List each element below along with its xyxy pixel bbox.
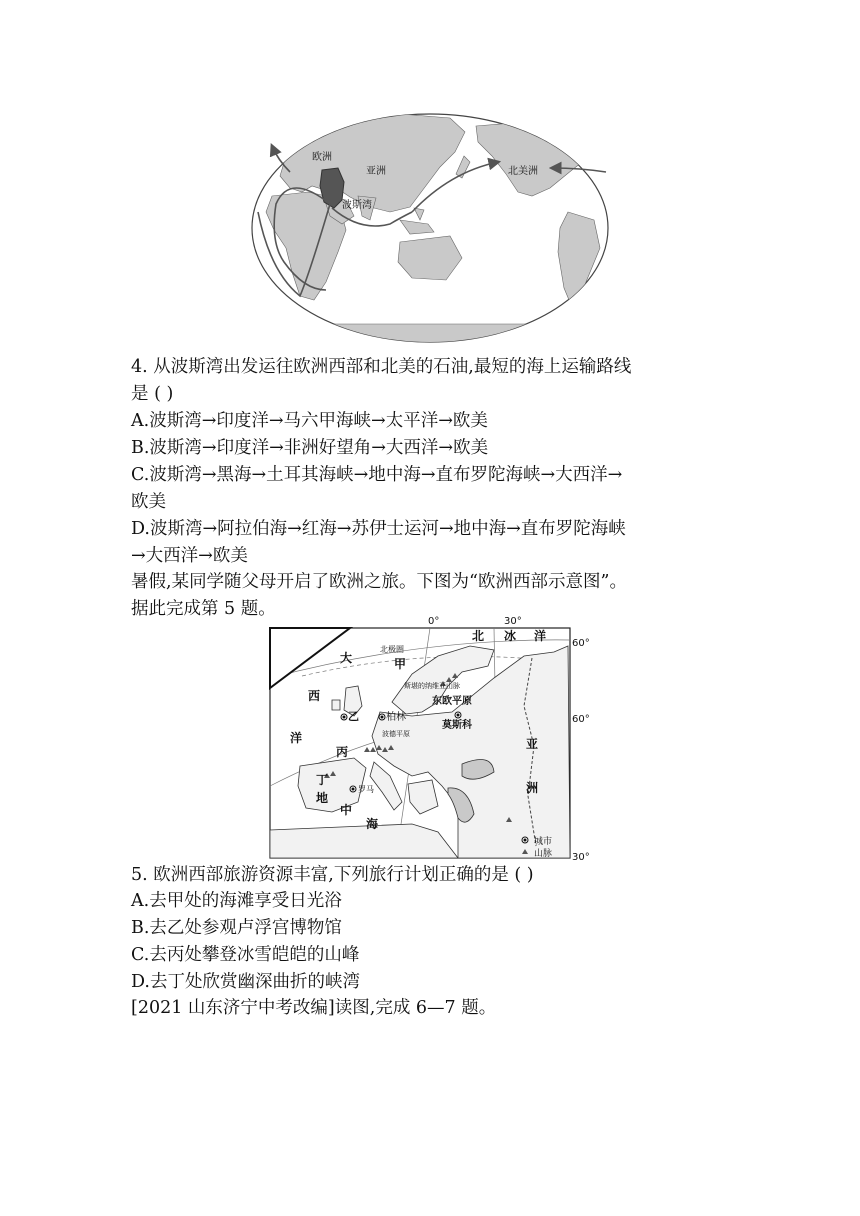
q4-stem-line2: 是 ( ) xyxy=(131,384,174,404)
label-atlantic-1: 大 xyxy=(340,651,353,665)
western-europe-map xyxy=(262,616,602,864)
q5-stem: 5. 欧洲西部旅游资源丰富,下列旅行计划正确的是 ( ) xyxy=(131,865,534,885)
label-yi: 乙 xyxy=(348,710,359,723)
label-arctic-ocean-2: 冰 xyxy=(504,629,517,643)
label-arctic-ocean-3: 洋 xyxy=(534,629,547,643)
q4-stem-line1: 4. 从波斯湾出发运往欧洲西部和北美的石油,最短的海上运输路线 xyxy=(131,357,632,377)
next-question-intro: [2021 山东济宁中考改编]读图,完成 6—7 题。 xyxy=(131,998,497,1018)
q4-option-a: A.波斯湾→印度洋→马六甲海峡→太平洋→欧美 xyxy=(131,411,488,431)
q5-option-d: D.去丁处欣赏幽深曲折的峡湾 xyxy=(131,972,360,992)
label-north-america: 北美洲 xyxy=(508,166,538,177)
q4-option-b: B.波斯湾→印度洋→非洲好望角→大西洋→欧美 xyxy=(131,438,489,458)
label-polish-plain: 波德平原 xyxy=(382,730,410,738)
q5-option-c: C.去丙处攀登冰雪皑皑的山峰 xyxy=(131,945,360,965)
label-jia: 甲 xyxy=(394,657,407,671)
label-med-2: 海 xyxy=(366,817,379,831)
legend-city: 城市 xyxy=(534,837,553,847)
label-lat-60-mid: 60° xyxy=(572,714,590,725)
q4-option-c-line2: 欧美 xyxy=(131,492,166,512)
label-med-1: 中 xyxy=(340,803,353,817)
label-lon-30: 30° xyxy=(504,616,522,627)
label-ding-1: 丁 xyxy=(316,773,329,787)
intro-line2: 据此完成第 5 题。 xyxy=(131,599,276,619)
label-berlin: 柏林 xyxy=(386,712,406,723)
label-asia-2: 洲 xyxy=(526,781,539,795)
q5-option-b: B.去乙处参观卢浮宫博物馆 xyxy=(131,918,342,938)
label-europe: 欧洲 xyxy=(312,152,332,163)
label-arctic-circle: 北极圈 xyxy=(380,645,404,654)
intro-line1: 暑假,某同学随父母开启了欧洲之旅。下图为“欧洲西部示意图”。 xyxy=(131,572,627,592)
label-persian-gulf: 波斯湾 xyxy=(342,200,372,211)
label-atlantic-2: 西 xyxy=(308,689,321,703)
label-ding-2: 地 xyxy=(316,791,329,805)
world-oil-route-map xyxy=(250,112,610,344)
label-rome: 罗马 xyxy=(358,785,374,794)
q4-option-c-line1: C.波斯湾→黑海→土耳其海峡→地中海→直布罗陀海峡→大西洋→ xyxy=(131,465,623,485)
label-scandinavian-mountains: 斯堪的纳维亚山脉 xyxy=(404,682,460,690)
label-bing: 丙 xyxy=(336,745,349,759)
label-moscow: 莫斯科 xyxy=(442,720,472,731)
label-lon-0: 0° xyxy=(428,616,440,627)
q4-option-d-line2: →大西洋→欧美 xyxy=(131,546,248,566)
legend-mountain: 山脉 xyxy=(534,849,553,859)
label-arctic-ocean-1: 北 xyxy=(472,629,485,643)
q4-option-d-line1: D.波斯湾→阿拉伯海→红海→苏伊士运河→地中海→直布罗陀海峡 xyxy=(131,519,626,539)
label-asia-1: 亚 xyxy=(526,737,539,751)
label-atlantic-3: 洋 xyxy=(290,731,303,745)
label-east-european-plain: 东欧平原 xyxy=(432,696,472,707)
label-lat-30: 30° xyxy=(572,852,590,863)
label-lat-60-top: 60° xyxy=(572,638,590,649)
label-asia: 亚洲 xyxy=(366,166,386,177)
q5-option-a: A.去甲处的海滩享受日光浴 xyxy=(131,891,342,911)
